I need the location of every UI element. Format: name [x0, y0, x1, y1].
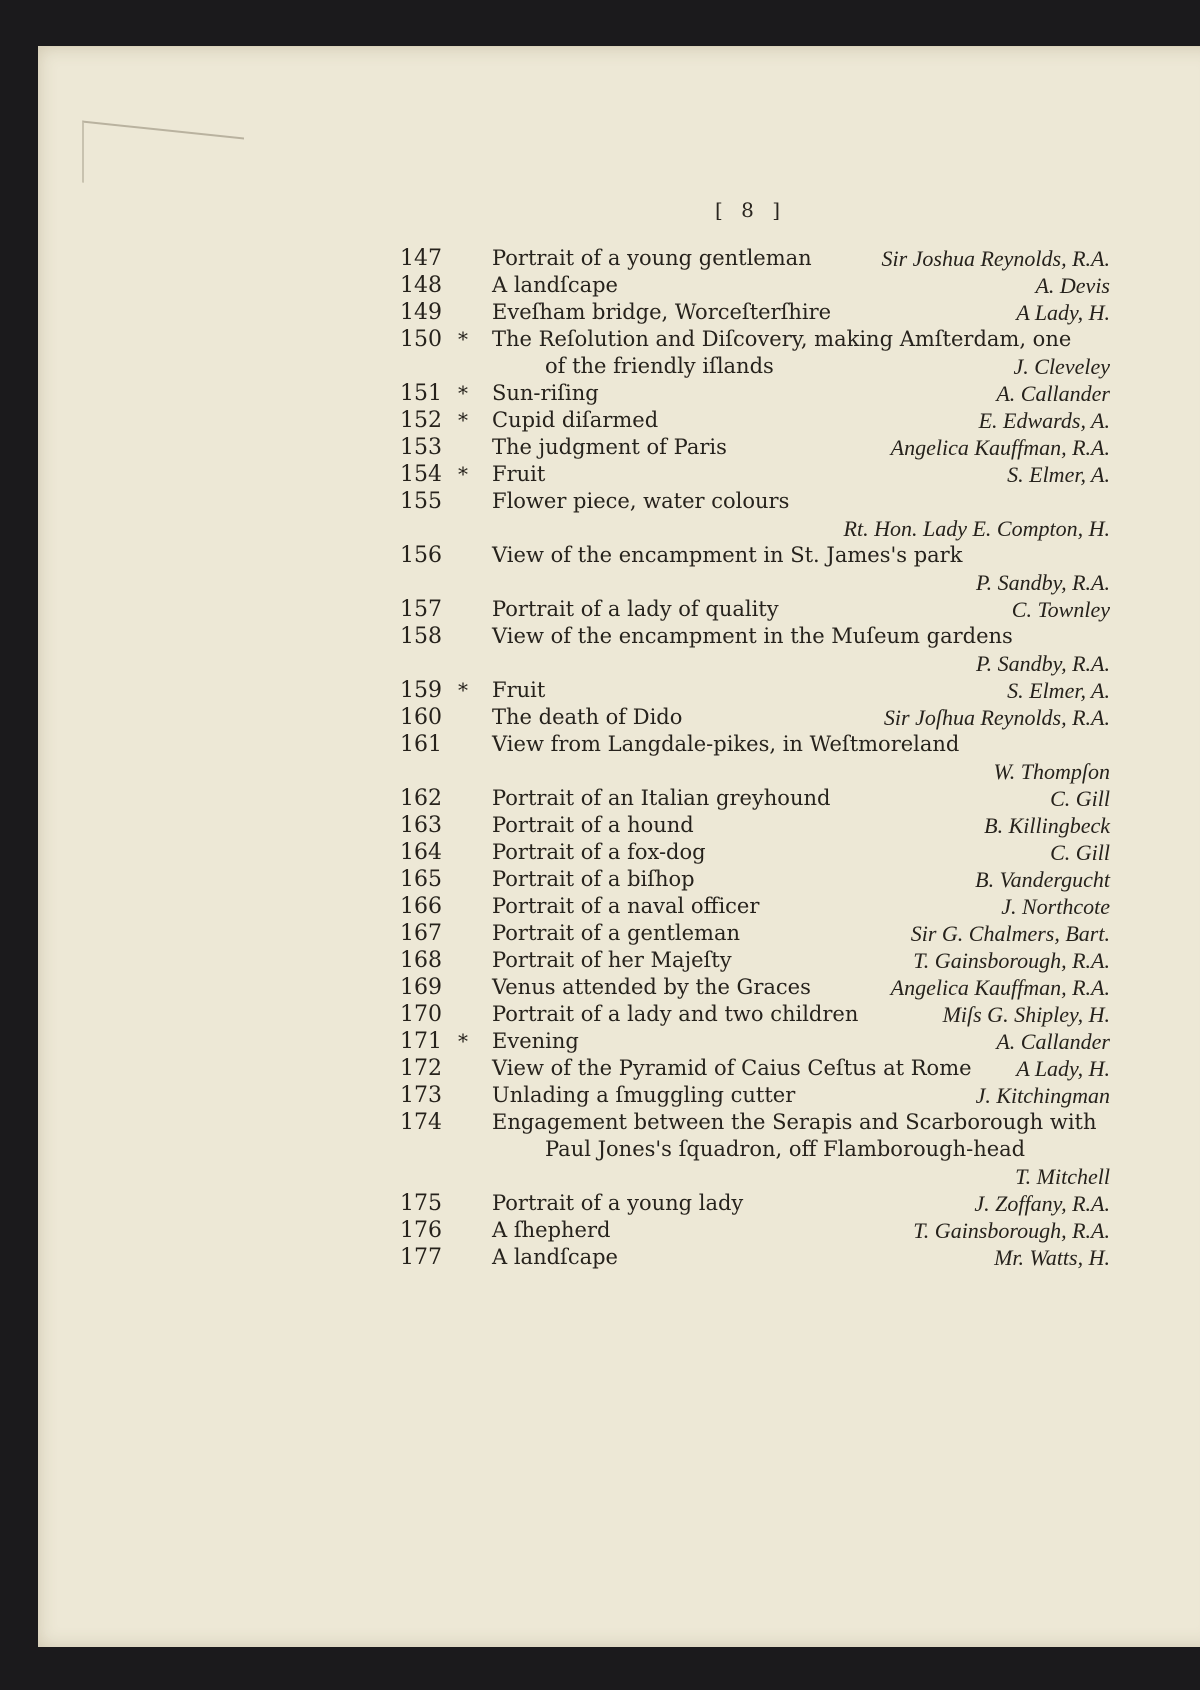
work-title: View from Langdale-pikes, in Weſtmoreland	[492, 732, 960, 756]
entry-line	[400, 272, 1110, 299]
work-title: Flower piece, water colours	[492, 489, 790, 513]
entry-number: 169	[400, 975, 442, 1000]
work-title: A landſcape	[492, 1245, 618, 1269]
catalogue-entry	[400, 542, 1110, 596]
entry-number: 168	[400, 948, 442, 973]
work-title: Eveſham bridge, Worceſterſhire	[492, 300, 832, 324]
artist-name: P. Sandby, R.A.	[975, 570, 1110, 595]
catalogue-entry	[400, 1217, 1110, 1244]
artist-name: J. Cleveley	[1013, 354, 1110, 379]
artist-name: Mr. Watts, H.	[994, 1245, 1110, 1270]
entry-number: 153	[400, 435, 442, 460]
entry-line	[400, 299, 1110, 326]
artist-name: P. Sandby, R.A.	[975, 651, 1110, 676]
entry-number: 174	[400, 1110, 442, 1135]
catalogue-entry	[400, 893, 1110, 920]
asterisk-marker: *	[458, 462, 468, 486]
work-title: View of the encampment in the Muſeum gardens	[492, 624, 1013, 648]
entry-line	[400, 812, 1110, 839]
entry-line	[400, 488, 1110, 515]
artist-name: Rt. Hon. Lady E. Compton, H.	[843, 516, 1110, 541]
work-title: Portrait of a naval officer	[492, 894, 760, 918]
entry-line	[400, 866, 1110, 893]
entry-line	[400, 1001, 1110, 1028]
catalogue-entry	[400, 1244, 1110, 1271]
work-title: Portrait of a hound	[492, 813, 694, 837]
entry-number: 152	[400, 408, 442, 433]
catalogue-entry	[400, 407, 1110, 434]
artist-name: J. Northcote	[1001, 894, 1110, 919]
entry-line	[400, 1217, 1110, 1244]
entry-line	[400, 380, 1110, 407]
entry-line	[400, 1136, 1110, 1163]
catalogue-entry	[400, 299, 1110, 326]
work-title: Portrait of a fox-dog	[492, 840, 706, 864]
entry-line	[400, 1109, 1110, 1136]
entry-line	[400, 326, 1110, 353]
entry-number: 151	[400, 381, 442, 406]
artist-name: A Lady, H.	[1016, 1056, 1110, 1081]
page-number: [ 8 ]	[715, 198, 787, 222]
entry-line	[400, 1028, 1110, 1055]
catalogue-entry	[400, 1190, 1110, 1217]
entry-line	[400, 974, 1110, 1001]
catalogue-entry	[400, 947, 1110, 974]
work-title: Fruit	[492, 462, 546, 486]
catalogue-entry	[400, 326, 1110, 380]
entry-line	[400, 893, 1110, 920]
entry-line	[400, 677, 1110, 704]
entry-number: 158	[400, 624, 442, 649]
asterisk-marker: *	[458, 327, 468, 351]
entry-line	[400, 461, 1110, 488]
catalogue-entry	[400, 839, 1110, 866]
entry-number: 175	[400, 1191, 442, 1216]
entry-line	[400, 1163, 1110, 1190]
work-title: Venus attended by the Graces	[492, 975, 811, 999]
entry-number: 172	[400, 1056, 442, 1081]
work-title: View of the encampment in St. James's park	[492, 543, 963, 567]
artist-name: Sir G. Chalmers, Bart.	[910, 921, 1110, 946]
work-title-continuation: of the friendly iſlands	[545, 354, 774, 378]
artist-name: A. Devis	[1035, 273, 1110, 298]
catalogue-entry	[400, 380, 1110, 407]
entry-line	[400, 1055, 1110, 1082]
asterisk-marker: *	[458, 678, 468, 702]
page-fold-crease	[82, 120, 244, 199]
artist-name: S. Elmer, A.	[1007, 678, 1110, 703]
entry-number: 177	[400, 1245, 442, 1270]
catalogue-entry	[400, 677, 1110, 704]
artist-name: T. Mitchell	[1015, 1164, 1110, 1189]
exhibition-catalogue-list	[400, 245, 1110, 1271]
catalogue-entry	[400, 461, 1110, 488]
entry-number: 162	[400, 786, 442, 811]
artist-name: J. Zoffany, R.A.	[974, 1191, 1110, 1216]
entry-number: 157	[400, 597, 442, 622]
entry-line	[400, 515, 1110, 542]
artist-name: Sir Joshua Reynolds, R.A.	[881, 246, 1110, 271]
entry-line	[400, 1082, 1110, 1109]
work-title: View of the Pyramid of Caius Ceſtus at Rome	[492, 1056, 972, 1080]
work-title: Portrait of a lady of quality	[492, 597, 779, 621]
artist-name: C. Gill	[1050, 840, 1110, 865]
entry-number: 167	[400, 921, 442, 946]
work-title: Fruit	[492, 678, 546, 702]
artist-name: W. Thompſon	[993, 759, 1110, 784]
entry-number: 148	[400, 273, 442, 298]
entry-line	[400, 839, 1110, 866]
entry-line	[400, 569, 1110, 596]
catalogue-entry	[400, 1082, 1110, 1109]
work-title: A ſhepherd	[492, 1218, 611, 1242]
artist-name: Angelica Kauffman, R.A.	[890, 435, 1110, 460]
artist-name: E. Edwards, A.	[978, 408, 1110, 433]
catalogue-entry	[400, 1055, 1110, 1082]
artist-name: B. Vandergucht	[975, 867, 1110, 892]
artist-name: A. Callander	[996, 381, 1110, 406]
catalogue-entry	[400, 812, 1110, 839]
entry-number: 149	[400, 300, 442, 325]
catalogue-entry	[400, 704, 1110, 731]
entry-line	[400, 947, 1110, 974]
artist-name: Miſs G. Shipley, H.	[942, 1002, 1110, 1027]
artist-name: C. Townley	[1011, 597, 1110, 622]
artist-name: Sir Joſhua Reynolds, R.A.	[883, 705, 1110, 730]
work-title: Engagement between the Serapis and Scarborough with	[492, 1110, 1097, 1134]
entry-number: 173	[400, 1083, 442, 1108]
entry-number: 164	[400, 840, 442, 865]
entry-line	[400, 434, 1110, 461]
artist-name: T. Gainsborough, R.A.	[913, 948, 1110, 973]
entry-number: 154	[400, 462, 442, 487]
entry-number: 163	[400, 813, 442, 838]
entry-line	[400, 1190, 1110, 1217]
artist-name: T. Gainsborough, R.A.	[913, 1218, 1110, 1243]
entry-number: 165	[400, 867, 442, 892]
artist-name: A Lady, H.	[1016, 300, 1110, 325]
work-title: Portrait of a young gentleman	[492, 246, 812, 270]
entry-line	[400, 650, 1110, 677]
work-title: Portrait of an Italian greyhound	[492, 786, 831, 810]
entry-line	[400, 623, 1110, 650]
catalogue-entry	[400, 731, 1110, 785]
catalogue-entry	[400, 974, 1110, 1001]
work-title: Unlading a ſmuggling cutter	[492, 1083, 796, 1107]
asterisk-marker: *	[458, 408, 468, 432]
catalogue-entry	[400, 596, 1110, 623]
entry-line	[400, 245, 1110, 272]
catalogue-entry	[400, 785, 1110, 812]
entry-number: 155	[400, 489, 442, 514]
artist-name: Angelica Kauffman, R.A.	[890, 975, 1110, 1000]
work-title: Evening	[492, 1029, 579, 1053]
catalogue-entry	[400, 623, 1110, 677]
entry-number: 161	[400, 732, 442, 757]
entry-line	[400, 785, 1110, 812]
catalogue-entry	[400, 1109, 1110, 1190]
work-title: A landſcape	[492, 273, 618, 297]
work-title: The judgment of Paris	[492, 435, 727, 459]
catalogue-entry	[400, 434, 1110, 461]
entry-number: 176	[400, 1218, 442, 1243]
entry-number: 160	[400, 705, 442, 730]
entry-line	[400, 1244, 1110, 1271]
asterisk-marker: *	[458, 381, 468, 405]
entry-number: 156	[400, 543, 442, 568]
entry-number: 150	[400, 327, 442, 352]
catalogue-entry	[400, 272, 1110, 299]
entry-line	[400, 542, 1110, 569]
catalogue-entry	[400, 920, 1110, 947]
entry-line	[400, 731, 1110, 758]
artist-name: S. Elmer, A.	[1007, 462, 1110, 487]
work-title: Portrait of a gentleman	[492, 921, 741, 945]
entry-number: 159	[400, 678, 442, 703]
work-title: Portrait of a biſhop	[492, 867, 695, 891]
work-title: The death of Dido	[492, 705, 683, 729]
work-title: Portrait of a lady and two children	[492, 1002, 859, 1026]
entry-number: 147	[400, 246, 442, 271]
catalogue-entry	[400, 866, 1110, 893]
work-title-continuation: Paul Jones's ſquadron, off Flamborough-head	[545, 1137, 1026, 1161]
entry-line	[400, 596, 1110, 623]
catalogue-entry	[400, 488, 1110, 542]
entry-line	[400, 920, 1110, 947]
work-title: The Reſolution and Diſcovery, making Amſterdam, one	[492, 327, 1072, 351]
artist-name: C. Gill	[1050, 786, 1110, 811]
catalogue-entry	[400, 1001, 1110, 1028]
work-title: Portrait of her Majeſty	[492, 948, 732, 972]
entry-number: 170	[400, 1002, 442, 1027]
artist-name: A. Callander	[996, 1029, 1110, 1054]
entry-line	[400, 704, 1110, 731]
entry-number: 171	[400, 1029, 442, 1054]
artist-name: B. Killingbeck	[984, 813, 1110, 838]
asterisk-marker: *	[458, 1029, 468, 1053]
artist-name: J. Kitchingman	[975, 1083, 1110, 1108]
work-title: Cupid diſarmed	[492, 408, 659, 432]
entry-line	[400, 407, 1110, 434]
entry-number: 166	[400, 894, 442, 919]
work-title: Portrait of a young lady	[492, 1191, 744, 1215]
entry-line	[400, 758, 1110, 785]
catalogue-entry	[400, 245, 1110, 272]
work-title: Sun-riſing	[492, 381, 599, 405]
catalogue-entry	[400, 1028, 1110, 1055]
entry-line	[400, 353, 1110, 380]
